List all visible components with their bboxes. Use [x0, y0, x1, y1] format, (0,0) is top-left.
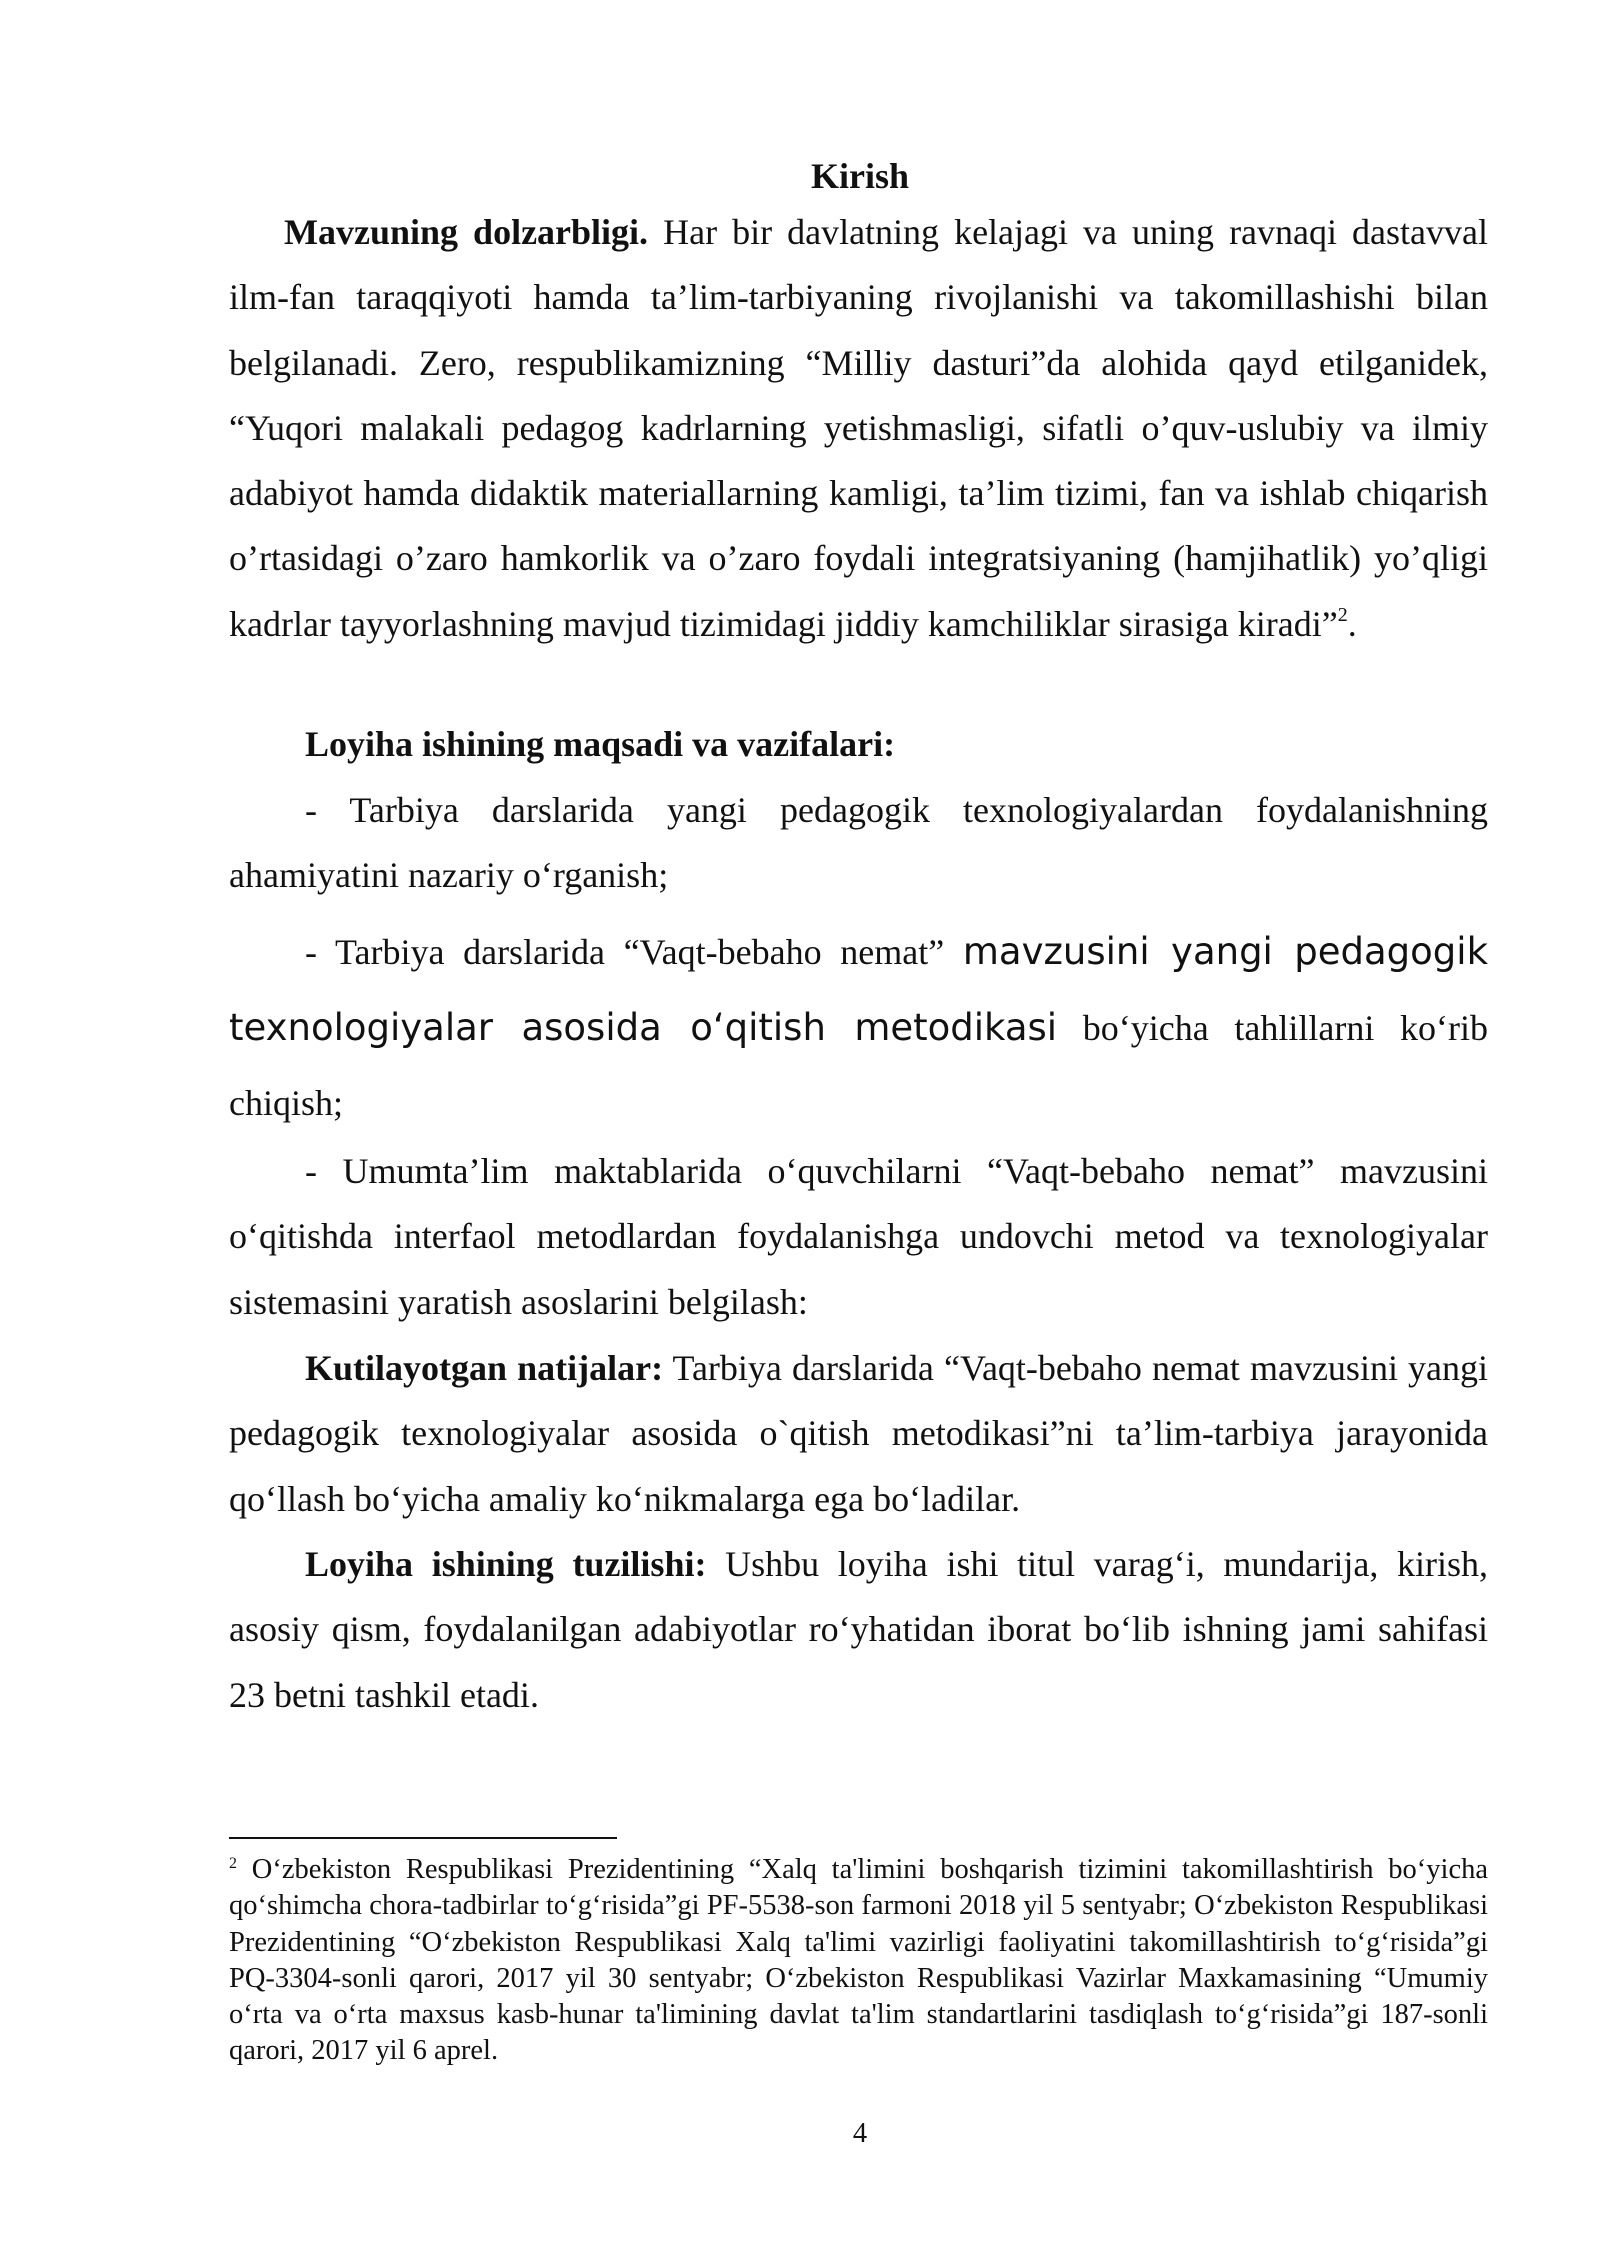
goals-heading-paragraph — [229, 712, 1488, 777]
goal-item-2-emphasis: mavzusini yangi pedagogik texnologiyalar asosida o‘qitish metodikasi — [229, 930, 1488, 1049]
goal-item-2-start: - Tarbiya darslarida “Vaqt-bebaho nemat” — [305, 932, 963, 972]
footnote-separator — [229, 1837, 617, 1839]
goal-item-3: - Umumta’lim maktablarida o‘quvchilarni “Vaqt-bebaho nemat” mavzusini o‘qitishda interfaol metodlardan foydalanishga undovchi metod va texnologiyalar sistemasini yaratish asoslarini belgilash: — [229, 1151, 1488, 1322]
goals-heading: Loyiha ishining maqsadi va vazifalari: — [305, 724, 896, 764]
page-title: Kirish — [810, 156, 909, 196]
footnote-text: O‘zbekiston Respublikasi Prezidentining “Xalq ta'limini boshqarish tizimini takomillashtirish bo‘yicha qo‘shimcha chora-tadbirlar to‘g‘risida”gi PF-5538-son farmoni 2018 yil 5 sentyabr; O‘zbekiston Respublikasi Prezidentining “O‘zbekiston Respublikasi Xalq ta'limi vazirligi faoliyatini takomillashtirish to‘g‘risida”gi PQ-3304-sonli qarori, 2017 yil 30 sentyabr; O‘zbekiston Respublikasi Vazirlar Maxkamasining “Umumiy o‘rta va o‘rta maxsus kasb-hunar ta'limining davlat ta'lim standartlarini tasdiqlash to‘g‘risida”gi 187-sonli qarori, 2017 yil 6 aprel. — [229, 1854, 1488, 2067]
relevance-paragraph — [229, 200, 1488, 657]
relevance-text: Har bir davlatning kelajagi va uning ravnaqi dastavval ilm-fan taraqqiyoti hamda ta’lim-tarbiyaning rivojlanishi va takomillashishi bilan belgilanadi. Zero, respublikamizning “Milliy dasturi”da alohida qayd etilganidek, “Yuqori malakali pedagog kadrlarning yetishmasligi, sifatli o’quv-uslubiy va ilmiy adabiyot hamda didaktik materiallarning kamligi, ta’lim tizimi, fan va ishlab chiqarish o’rtasidagi o’zaro hamkorlik va o’zaro foydali integratsiyaning (hamjihatlik) yo’qligi kadrlar tayyorlashning mavjud tizimidagi jiddiy kamchiliklar sirasiga kiradi” — [229, 212, 1488, 644]
goal-item-2-end: bo‘yicha tahlillarni ko‘rib chiqish; — [229, 1008, 1488, 1123]
relevance-end: . — [1347, 603, 1357, 644]
goal-item-1: - Tarbiya darslarida yangi pedagogik texnologiyalardan foydalanishning ahamiyatini nazariy o‘rganish; — [229, 790, 1488, 896]
page-number: 4 — [852, 2118, 868, 2149]
footnote — [229, 1852, 1488, 2070]
results-text: Tarbiya darslarida “Vaqt-bebaho nemat mavzusini yangi pedagogik texnologiyalar asosida o`qitish metodikasi”ni ta’lim-tarbiya jarayonida qo‘llash bo‘yicha amaliy ko‘nikmalarga ega bo‘ladilar. — [229, 1348, 1488, 1519]
footnote-mark: 2 — [229, 1855, 237, 1872]
structure-heading: Loyiha ishining tuzilishi: — [305, 1544, 707, 1584]
footnote-ref: 2 — [1337, 603, 1348, 626]
structure-text: Ushbu loyiha ishi titul varag‘i, mundarija, kirish, asosiy qism, foydalanilgan adabiyotlar ro‘yhatidan iborat bo‘lib ishning jami sahifasi 23 betni tashkil etadi. — [229, 1544, 1488, 1715]
results-paragraph — [229, 1336, 1488, 1532]
structure-paragraph — [229, 1532, 1488, 1728]
relevance-heading: Mavzuning dolzarbligi. — [284, 212, 649, 252]
results-heading: Kutilayotgan natijalar: — [305, 1348, 664, 1388]
goal-item-2 — [229, 914, 1488, 1141]
